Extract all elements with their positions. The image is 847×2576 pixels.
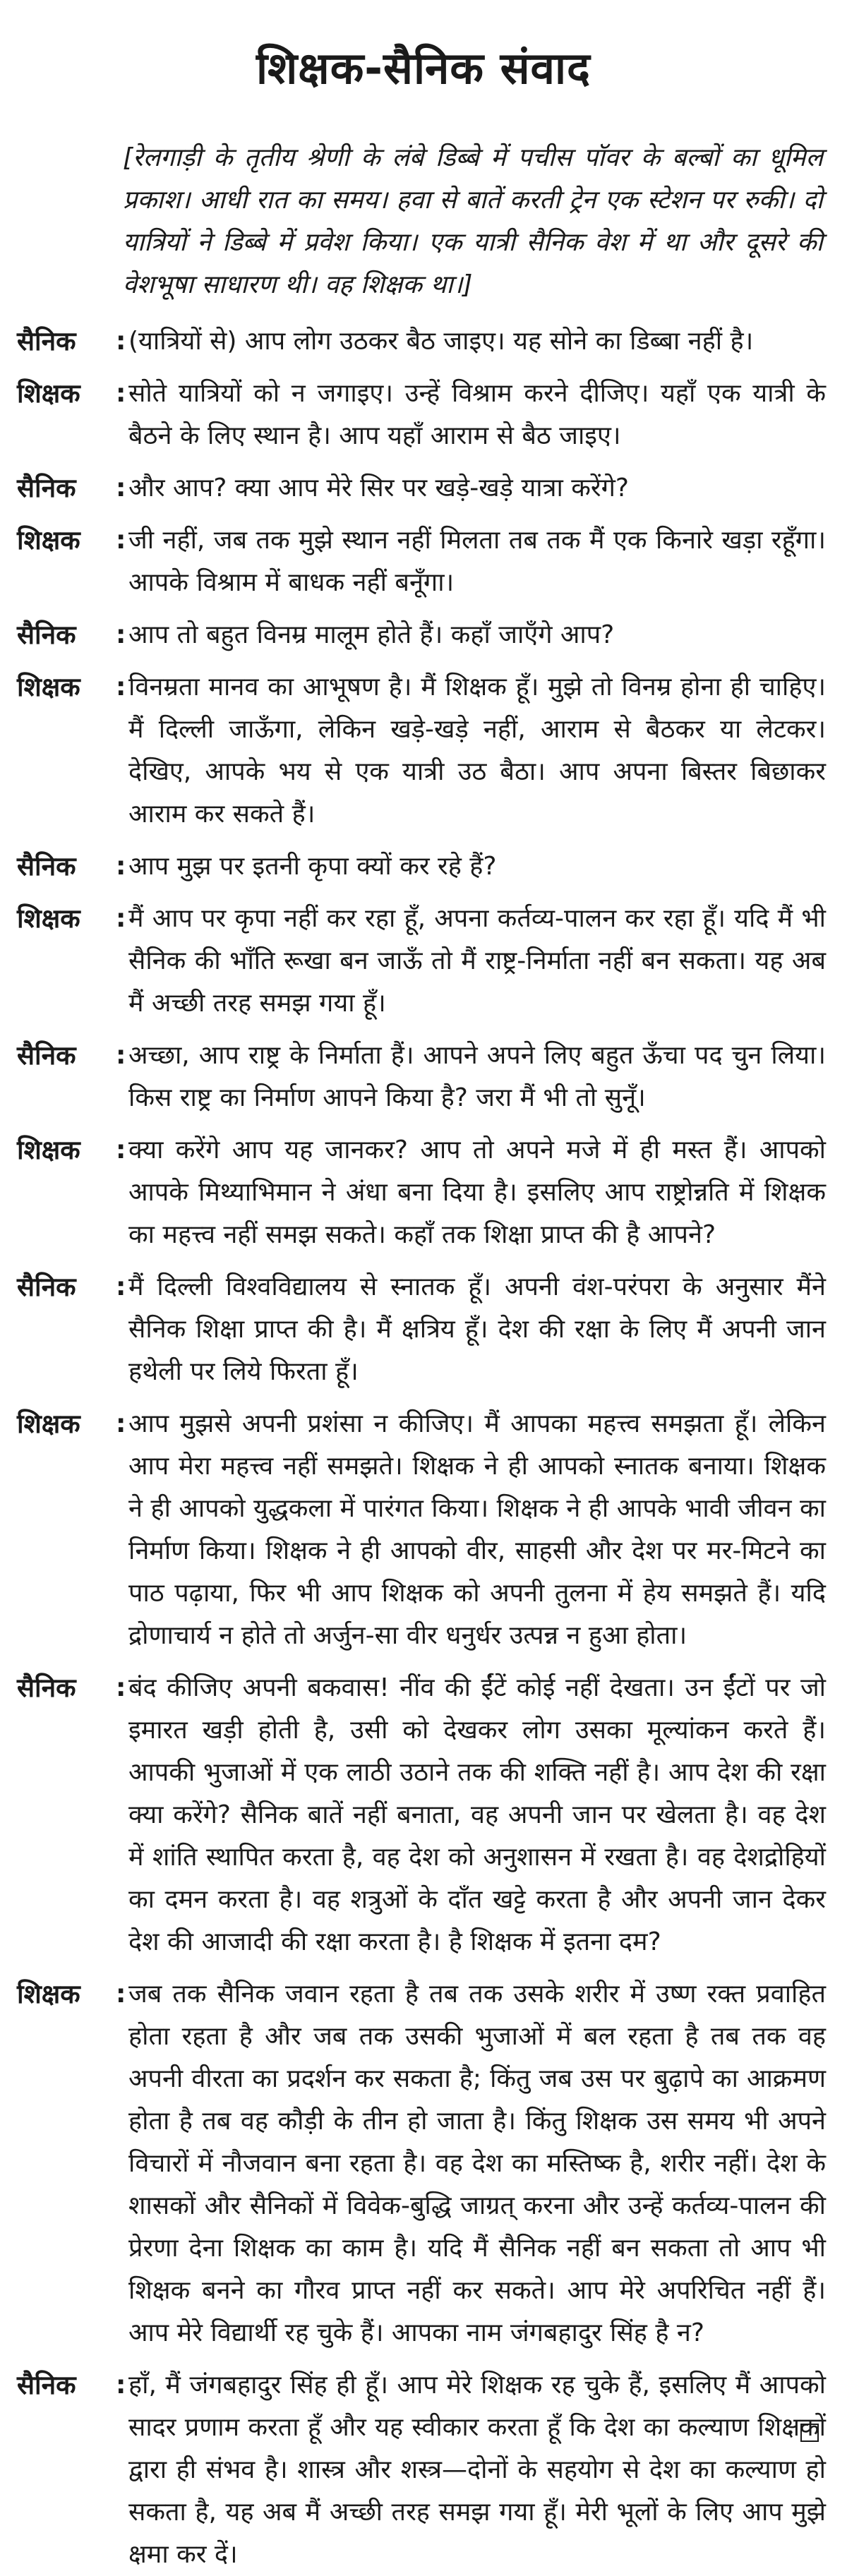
speech-text: सोते यात्रियों को न जगाइए। उन्हें विश्राम करने दीजिए। यहाँ एक यात्री के बैठने के लिए स्थान है। आप यहाँ आराम से बैठ जाइए। [128, 379, 826, 451]
speaker-separator: : [116, 1409, 126, 1439]
speaker-separator: : [116, 1136, 126, 1165]
dialogue-turn [17, 614, 830, 656]
dialogue-turn [17, 373, 830, 457]
speech-text: आप तो बहुत विनम्र मालूम होते हैं। कहाँ जाएँगे आप? [128, 620, 615, 650]
speaker-name: सैनिक [17, 2370, 76, 2401]
page-title: शिक्षक-सैनिक संवाद [256, 42, 591, 94]
speaker-name: सैनिक [17, 473, 76, 504]
speaker-name: सैनिक [17, 1673, 76, 1704]
speech-text: मैं आप पर कृपा नहीं कर रहा हूँ, अपना कर्तव्य-पालन कर रहा हूँ। यदि मैं भी सैनिक की भाँति रूखा बन जाऊँ तो मैं राष्ट्र-निर्माता नहीं बन सकता। यह अब मैं अच्छी तरह समझ गया हूँ। [128, 904, 826, 1018]
speaker-name: शिक्षक [17, 378, 80, 409]
speech-text: क्या करेंगे आप यह जानकर? आप तो अपने मजे में ही मस्त हैं। आपको आपके मिथ्याभिमान ने अंधा बना दिया है। इसलिए आप राष्ट्रोन्नति में शिक्षक का महत्त्व नहीं समझ सकते। कहाँ तक शिक्षा प्राप्त की है आपने? [128, 1136, 826, 1250]
speech-text: (यात्रियों से) आप लोग उठकर बैठ जाइए। यह सोने का डिब्बा नहीं है। [128, 327, 754, 356]
dialogue-turn [17, 467, 830, 510]
dialogue-turn [17, 898, 830, 1025]
speaker-name: सैनिक [17, 326, 76, 357]
dialogue-turn [17, 845, 830, 888]
speech-text: हाँ, मैं जंगबहादुर सिंह ही हूँ। आप मेरे शिक्षक रह चुके हैं, इसलिए मैं आपको सादर प्रणाम करता हूँ और यह स्वीकार करता हूँ कि देश का कल्याण शिक्षकों द्वारा ही संभव है। शास्त्र और शस्त्र—दोनों के सहयोग से देश का कल्याण हो सकता है, यह अब मैं अच्छी तरह समझ गया हूँ। मेरी भूलों के लिए आप मुझे क्षमा कर दें। [128, 2371, 826, 2570]
speaker-name: शिक्षक [17, 1409, 80, 1440]
speaker-separator: : [116, 1673, 126, 1703]
speech-text: जी नहीं, जब तक मुझे स्थान नहीं मिलता तब तक मैं एक किनारे खड़ा रहूँगा। आपके विश्राम में बाधक नहीं बनूँगा। [128, 526, 826, 598]
speaker-separator: : [116, 852, 126, 881]
speaker-separator: : [116, 620, 126, 650]
speaker-separator: : [116, 327, 126, 356]
speaker-name: सैनिक [17, 851, 76, 882]
stage-direction: [रेलगाड़ी के तृतीय श्रेणी के लंबे डिब्बे में पचीस पॉवर के बल्बों का धूमिल प्रकाश। आधी रात का समय। हवा से बातें करती ट्रेन एक स्टेशन पर रुकी। दो यात्रियों ने डिब्बे में प्रवेश किया। एक यात्री सैनिक वेश में था और दूसरे की वेशभूषा साधारण थी। वह शिक्षक था।] [123, 143, 823, 300]
speaker-name: सैनिक [17, 620, 76, 651]
end-of-text-box [800, 2424, 819, 2442]
speech-text: विनम्रता मानव का आभूषण है। मैं शिक्षक हूँ। मुझे तो विनम्र होना ही चाहिए। मैं दिल्ली जाऊँगा, लेकिन खड़े-खड़े नहीं, आराम से बैठकर या लेटकर। देखिए, आपके भय से एक यात्री उठ बैठा। आप अपना बिस्तर बिछाकर आराम कर सकते हैं। [128, 673, 826, 829]
speaker-separator: : [116, 1980, 126, 2009]
speaker-separator: : [116, 379, 126, 409]
speaker-name: शिक्षक [17, 1135, 80, 1166]
dialogue-turn [17, 519, 830, 604]
speaker-name: शिक्षक [17, 525, 80, 556]
dialogue-turn [17, 666, 830, 836]
speech-text: आप मुझसे अपनी प्रशंसा न कीजिए। मैं आपका महत्त्व समझता हूँ। लेकिन आप मेरा महत्त्व नहीं समझते। शिक्षक ने ही आपको स्नातक बनाया। शिक्षक ने ही आपको युद्धकला में पारंगत किया। शिक्षक ने ही आपके भावी जीवन का निर्माण किया। शिक्षक ने ही आपको वीर, साहसी और देश पर मर-मिटने का पाठ पढ़ाया, फिर भी आप शिक्षक को अपनी तुलना में हेय समझते हैं। यदि द्रोणाचार्य न होते तो अर्जुन-सा वीर धनुर्धर उत्पन्न न हुआ होता। [128, 1409, 826, 1651]
speech-text: आप मुझ पर इतनी कृपा क्यों कर रहे हैं? [128, 852, 497, 881]
speaker-separator: : [116, 1272, 126, 1302]
dialogue-turn [17, 1129, 830, 1256]
dialogue-turn [17, 1035, 830, 1119]
speech-text: जब तक सैनिक जवान रहता है तब तक उसके शरीर में उष्ण रक्त प्रवाहित होता रहता है और जब तक उसकी भुजाओं में बल रहता है तब तक वह अपनी वीरता का प्रदर्शन कर सकता है; किंतु जब उस पर बुढ़ापे का आक्रमण होता है तब वह कौड़ी के तीन हो जाता है। किंतु शिक्षक उस समय भी अपने विचारों में नौजवान बना रहता है। वह देश का मस्तिष्क है, शरीर नहीं। देश के शासकों और सैनिकों में विवेक-बुद्धि जाग्रत् करना और उन्हें कर्तव्य-पालन की प्रेरणा देना शिक्षक का काम है। यदि मैं सैनिक नहीं बन सकता तो आप भी शिक्षक बनने का गौरव प्राप्त नहीं कर सकते। आप मेरे अपरिचित नहीं हैं। आप मेरे विद्यार्थी रह चुके हैं। आपका नाम जंगबहादुर सिंह है न? [128, 1980, 826, 2348]
speaker-separator: : [116, 904, 126, 934]
speech-text: अच्छा, आप राष्ट्र के निर्माता हैं। आपने अपने लिए बहुत ऊँचा पद चुन लिया। किस राष्ट्र का निर्माण आपने किया है? जरा मैं भी तो सुनूँ। [128, 1041, 826, 1113]
speaker-separator: : [116, 474, 126, 503]
speaker-name: शिक्षक [17, 1979, 80, 2010]
dialogue-turn [17, 1667, 830, 1963]
dialogue [17, 320, 830, 2576]
dialogue-turn [17, 320, 830, 363]
speaker-separator: : [116, 2371, 126, 2400]
dialogue-turn [17, 2364, 830, 2576]
speech-text: और आप? क्या आप मेरे सिर पर खड़े-खड़े यात्रा करेंगे? [128, 474, 629, 503]
dialogue-turn [17, 1266, 830, 1393]
speech-text: बंद कीजिए अपनी बकवास! नींव की ईंटें कोई नहीं देखता। उन ईंटों पर जो इमारत खड़ी होती है, उसी को देखकर लोग उसका मूल्यांकन करते हैं। आपकी भुजाओं में एक लाठी उठाने तक की शक्ति नहीं है। आप देश की रक्षा क्या करेंगे? सैनिक बातें नहीं बनाता, वह अपनी जान पर खेलता है। वह देश में शांति स्थापित करता है, वह देश को अनुशासन में रखता है। वह देशद्रोहियों का दमन करता है। वह शत्रुओं के दाँत खट्टे करता है और अपनी जान देकर देश की आजादी की रक्षा करता है। है शिक्षक में इतना दम? [128, 1673, 826, 1957]
speaker-separator: : [116, 673, 126, 702]
speaker-name: सैनिक [17, 1040, 76, 1071]
speaker-separator: : [116, 1041, 126, 1071]
dialogue-turn [17, 1403, 830, 1657]
speaker-name: शिक्षक [17, 903, 80, 934]
speaker-name: सैनिक [17, 1272, 76, 1303]
dialogue-turn [17, 1973, 830, 2354]
speaker-name: शिक्षक [17, 672, 80, 703]
speaker-separator: : [116, 526, 126, 555]
speech-text: मैं दिल्ली विश्वविद्यालय से स्नातक हूँ। अपनी वंश-परंपरा के अनुसार मैंने सैनिक शिक्षा प्राप्त की है। मैं क्षत्रिय हूँ। देश की रक्षा के लिए मैं अपनी जान हथेली पर लिये फिरता हूँ। [128, 1272, 826, 1387]
